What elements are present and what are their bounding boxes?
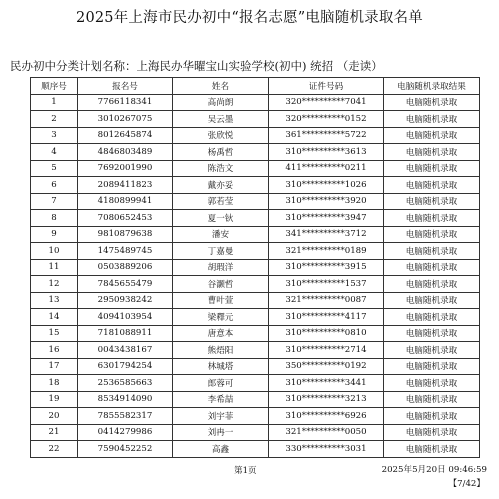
name-cell: 丁嘉曼 — [173, 243, 269, 260]
id-no-cell: 321**********0189 — [269, 243, 384, 260]
result-cell: 电脑随机录取 — [384, 177, 480, 194]
seq-cell: 11 — [31, 259, 78, 276]
header-reg-no: 报名号 — [78, 78, 173, 95]
result-cell: 电脑随机录取 — [384, 94, 480, 111]
table-row — [31, 226, 480, 243]
id-no-cell: 321**********0087 — [269, 292, 384, 309]
table-row — [31, 193, 480, 210]
name-cell: 陈浩文 — [173, 160, 269, 177]
header-result: 电脑随机录取结果 — [384, 78, 480, 95]
print-timestamp: 2025年5月20日 09:46:59 — [381, 465, 487, 475]
seq-cell: 19 — [31, 391, 78, 408]
id-no-cell: 320**********0152 — [269, 111, 384, 128]
table-row — [31, 243, 480, 260]
table-row — [31, 325, 480, 342]
table-row — [31, 160, 480, 177]
name-cell: 吴云墨 — [173, 111, 269, 128]
table-row — [31, 375, 480, 392]
name-cell: 刘冉一 — [173, 424, 269, 441]
seq-cell: 9 — [31, 226, 78, 243]
table-row — [31, 111, 480, 128]
result-cell: 电脑随机录取 — [384, 144, 480, 161]
result-cell: 电脑随机录取 — [384, 243, 480, 260]
id-no-cell: 321**********0050 — [269, 424, 384, 441]
table-row — [31, 408, 480, 425]
id-no-cell: 361**********5722 — [269, 127, 384, 144]
id-no-cell: 310**********3213 — [269, 391, 384, 408]
id-no-cell: 341**********3712 — [269, 226, 384, 243]
reg-no-cell: 2536585663 — [78, 375, 173, 392]
id-no-cell: 310**********4117 — [269, 309, 384, 326]
name-cell: 夏一钬 — [173, 210, 269, 227]
name-cell: 郎蓉可 — [173, 375, 269, 392]
name-cell: 戴亦妥 — [173, 177, 269, 194]
header-id-no: 证件号码 — [269, 78, 384, 95]
name-cell: 李希喆 — [173, 391, 269, 408]
table-row — [31, 94, 480, 111]
id-no-cell: 310**********6926 — [269, 408, 384, 425]
result-cell: 电脑随机录取 — [384, 226, 480, 243]
reg-no-cell: 8012645874 — [78, 127, 173, 144]
table-row — [31, 342, 480, 359]
reg-no-cell: 2089411823 — [78, 177, 173, 194]
id-no-cell: 310**********3947 — [269, 210, 384, 227]
result-cell: 电脑随机录取 — [384, 441, 480, 458]
id-no-cell: 320**********7041 — [269, 94, 384, 111]
result-cell: 电脑随机录取 — [384, 111, 480, 128]
reg-no-cell: 7692001990 — [78, 160, 173, 177]
name-cell: 曹叶萱 — [173, 292, 269, 309]
name-cell: 杨禹哲 — [173, 144, 269, 161]
reg-no-cell: 4180899941 — [78, 193, 173, 210]
table-row — [31, 276, 480, 293]
seq-cell: 3 — [31, 127, 78, 144]
reg-no-cell: 7181088911 — [78, 325, 173, 342]
id-no-cell: 310**********1537 — [269, 276, 384, 293]
reg-no-cell: 8534914090 — [78, 391, 173, 408]
name-cell: 胡瑕洋 — [173, 259, 269, 276]
result-cell: 电脑随机录取 — [384, 391, 480, 408]
page-number: 第1页 — [234, 466, 257, 476]
seq-cell: 7 — [31, 193, 78, 210]
reg-no-cell: 0503889206 — [78, 259, 173, 276]
result-cell: 电脑随机录取 — [384, 259, 480, 276]
reg-no-cell: 2950938242 — [78, 292, 173, 309]
seq-cell: 1 — [31, 94, 78, 111]
result-cell: 电脑随机录取 — [384, 375, 480, 392]
reg-no-cell: 4094103954 — [78, 309, 173, 326]
result-cell: 电脑随机录取 — [384, 309, 480, 326]
seq-cell: 16 — [31, 342, 78, 359]
reg-no-cell: 7845655479 — [78, 276, 173, 293]
seq-cell: 20 — [31, 408, 78, 425]
reg-no-cell: 6301794254 — [78, 358, 173, 375]
name-cell: 高尚朗 — [173, 94, 269, 111]
reg-no-cell: 0414279986 — [78, 424, 173, 441]
name-cell: 谷灏哲 — [173, 276, 269, 293]
table-header-row — [31, 78, 480, 95]
result-cell: 电脑随机录取 — [384, 325, 480, 342]
reg-no-cell: 1475489745 — [78, 243, 173, 260]
plan-name: 民办初中分类计划名称：上海民办华曜宝山实验学校(初中) 统招 （走读） — [10, 59, 383, 73]
name-cell: 林城塔 — [173, 358, 269, 375]
result-cell: 电脑随机录取 — [384, 276, 480, 293]
header-seq: 顺序号 — [31, 78, 78, 95]
table-row — [31, 441, 480, 458]
header-name: 姓名 — [173, 78, 269, 95]
table-body — [31, 94, 480, 457]
result-cell: 电脑随机录取 — [384, 193, 480, 210]
id-no-cell: 330**********3031 — [269, 441, 384, 458]
seq-cell: 21 — [31, 424, 78, 441]
seq-cell: 15 — [31, 325, 78, 342]
result-cell: 电脑随机录取 — [384, 127, 480, 144]
reg-no-cell: 7855582317 — [78, 408, 173, 425]
name-cell: 唐意本 — [173, 325, 269, 342]
name-cell: 潘安 — [173, 226, 269, 243]
id-no-cell: 310**********3920 — [269, 193, 384, 210]
result-cell: 电脑随机录取 — [384, 358, 480, 375]
result-cell: 电脑随机录取 — [384, 342, 480, 359]
table-row — [31, 424, 480, 441]
name-cell: 刘宇菲 — [173, 408, 269, 425]
id-no-cell: 411**********0211 — [269, 160, 384, 177]
table-row — [31, 391, 480, 408]
name-cell: 高鑫 — [173, 441, 269, 458]
seq-cell: 17 — [31, 358, 78, 375]
seq-cell: 8 — [31, 210, 78, 227]
seq-cell: 5 — [31, 160, 78, 177]
result-cell: 电脑随机录取 — [384, 292, 480, 309]
id-no-cell: 310**********3613 — [269, 144, 384, 161]
reg-no-cell: 3010267075 — [78, 111, 173, 128]
name-cell: 郭若莹 — [173, 193, 269, 210]
table-row — [31, 144, 480, 161]
seq-cell: 12 — [31, 276, 78, 293]
result-cell: 电脑随机录取 — [384, 160, 480, 177]
seq-cell: 2 — [31, 111, 78, 128]
id-no-cell: 310**********1026 — [269, 177, 384, 194]
reg-no-cell: 0043438167 — [78, 342, 173, 359]
id-no-cell: 310**********0810 — [269, 325, 384, 342]
seq-cell: 4 — [31, 144, 78, 161]
name-cell: 梁釋元 — [173, 309, 269, 326]
seq-cell: 13 — [31, 292, 78, 309]
id-no-cell: 310**********3915 — [269, 259, 384, 276]
id-no-cell: 310**********3441 — [269, 375, 384, 392]
seq-cell: 18 — [31, 375, 78, 392]
name-cell: 张欣悦 — [173, 127, 269, 144]
name-cell: 熊焐阳 — [173, 342, 269, 359]
admission-table — [30, 77, 480, 458]
result-cell: 电脑随机录取 — [384, 408, 480, 425]
table-row — [31, 259, 480, 276]
result-cell: 电脑随机录取 — [384, 424, 480, 441]
table-row — [31, 210, 480, 227]
seq-cell: 10 — [31, 243, 78, 260]
reg-no-cell: 7590452252 — [78, 441, 173, 458]
result-cell: 电脑随机录取 — [384, 210, 480, 227]
table-row — [31, 177, 480, 194]
seq-cell: 14 — [31, 309, 78, 326]
table-row — [31, 358, 480, 375]
reg-no-cell: 9810879638 — [78, 226, 173, 243]
reg-no-cell: 7766118341 — [78, 94, 173, 111]
seq-cell: 22 — [31, 441, 78, 458]
id-no-cell: 350**********0192 — [269, 358, 384, 375]
table-row — [31, 127, 480, 144]
reg-no-cell: 7080652453 — [78, 210, 173, 227]
seq-cell: 6 — [31, 177, 78, 194]
table-row — [31, 292, 480, 309]
id-no-cell: 310**********2714 — [269, 342, 384, 359]
table-row — [31, 309, 480, 326]
reg-no-cell: 4846803489 — [78, 144, 173, 161]
document-title: 2025年上海市民办初中“报名志愿”电脑随机录取名单 — [76, 10, 423, 26]
page-index: 【7/42】 — [448, 479, 485, 489]
